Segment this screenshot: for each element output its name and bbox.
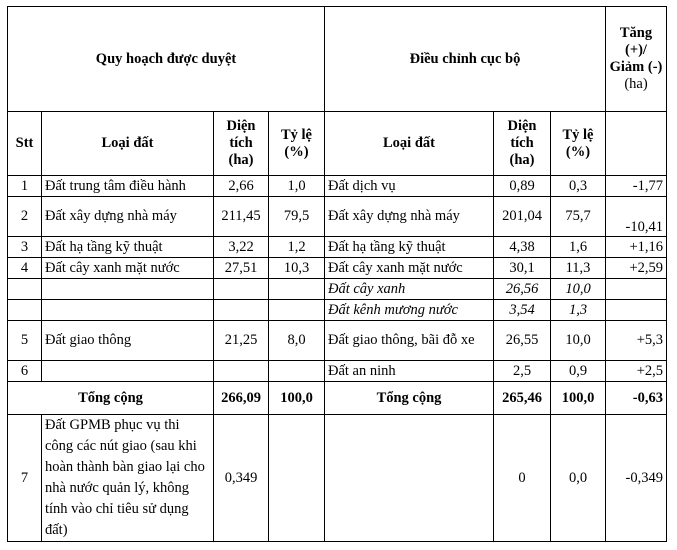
cell-stt: 1 <box>8 176 42 197</box>
total-row <box>8 382 667 415</box>
cell-change <box>606 300 667 321</box>
cell-original-ratio <box>269 415 325 542</box>
total-adjusted-label: Tổng cộng <box>325 382 494 415</box>
cell-original-area: 2,66 <box>214 176 269 197</box>
cell-original-ratio: 10,3 <box>269 258 325 279</box>
cell-original-land-type: Đất hạ tầng kỹ thuật <box>42 237 214 258</box>
cell-original-area: 21,25 <box>214 321 269 361</box>
cell-adjusted-area: 30,1 <box>494 258 551 279</box>
cell-original-land-type <box>42 279 214 300</box>
cell-original-ratio <box>269 279 325 300</box>
cell-adjusted-ratio: 0,3 <box>551 176 606 197</box>
header-change-label: Tăng (+)/ Giảm (-) <box>609 25 663 75</box>
cell-adjusted-ratio: 10,0 <box>551 321 606 361</box>
header-adjusted-land-type: Loại đất <box>325 112 494 176</box>
total-change: -0,63 <box>606 382 667 415</box>
cell-adjusted-land-type: Đất dịch vụ <box>325 176 494 197</box>
cell-adjusted-land-type: Đất cây xanh mặt nước <box>325 258 494 279</box>
cell-original-area <box>214 279 269 300</box>
total-original-label: Tổng cộng <box>8 382 214 415</box>
land-use-table <box>7 6 667 542</box>
header-column-row <box>8 112 667 176</box>
header-local-adjustment: Điều chỉnh cục bộ <box>325 7 606 112</box>
cell-adjusted-land-type: Đất hạ tầng kỹ thuật <box>325 237 494 258</box>
cell-original-land-type: Đất giao thông <box>42 321 214 361</box>
cell-stt <box>8 300 42 321</box>
header-adjusted-ratio: Tỷ lệ (%) <box>551 112 606 176</box>
cell-adjusted-land-type: Đất kênh mương nước <box>325 300 494 321</box>
cell-adjusted-land-type: Đất xây dựng nhà máy <box>325 197 494 237</box>
cell-original-ratio: 1,2 <box>269 237 325 258</box>
cell-change: +2,59 <box>606 258 667 279</box>
cell-change: -1,77 <box>606 176 667 197</box>
cell-adjusted-area: 4,38 <box>494 237 551 258</box>
cell-adjusted-ratio: 75,7 <box>551 197 606 237</box>
cell-stt: 3 <box>8 237 42 258</box>
cell-stt: 7 <box>8 415 42 542</box>
cell-original-land-type: Đất trung tâm điều hành <box>42 176 214 197</box>
cell-change <box>606 279 667 300</box>
header-original-ratio: Tỷ lệ (%) <box>269 112 325 176</box>
cell-change: +1,16 <box>606 237 667 258</box>
cell-adjusted-area: 201,04 <box>494 197 551 237</box>
cell-stt: 5 <box>8 321 42 361</box>
header-adjusted-area: Diện tích (ha) <box>494 112 551 176</box>
total-original-ratio: 100,0 <box>269 382 325 415</box>
table-row <box>8 279 667 300</box>
cell-change: -10,41 <box>606 197 667 237</box>
total-adjusted-area: 265,46 <box>494 382 551 415</box>
cell-adjusted-land-type: Đất giao thông, bãi đỗ xe <box>325 321 494 361</box>
header-change-empty <box>606 112 667 176</box>
cell-adjusted-area: 2,5 <box>494 361 551 382</box>
header-change <box>606 7 667 112</box>
cell-change: -0,349 <box>606 415 667 542</box>
cell-stt: 4 <box>8 258 42 279</box>
cell-original-area <box>214 300 269 321</box>
header-change-unit: (ha) <box>624 76 648 92</box>
header-original-land-type: Loại đất <box>42 112 214 176</box>
header-original-plan: Quy hoạch được duyệt <box>8 7 325 112</box>
cell-original-land-type: Đất cây xanh mặt nước <box>42 258 214 279</box>
cell-original-land-type: Đất GPMB phục vụ thi công các nút giao (sau khi hoàn thành bàn giao lại cho nhà nước quản lý, không tính vào chỉ tiêu sử dụng đất) <box>42 415 214 542</box>
cell-original-area: 3,22 <box>214 237 269 258</box>
cell-adjusted-ratio: 11,3 <box>551 258 606 279</box>
cell-adjusted-ratio: 0,0 <box>551 415 606 542</box>
table-row <box>8 321 667 361</box>
cell-adjusted-land-type: Đất cây xanh <box>325 279 494 300</box>
cell-adjusted-ratio: 1,6 <box>551 237 606 258</box>
cell-original-area <box>214 361 269 382</box>
header-group-row <box>8 7 667 112</box>
table-row <box>8 237 667 258</box>
cell-adjusted-ratio: 1,3 <box>551 300 606 321</box>
table-row <box>8 361 667 382</box>
cell-adjusted-area: 0,89 <box>494 176 551 197</box>
cell-stt: 6 <box>8 361 42 382</box>
table-row <box>8 197 667 237</box>
cell-original-ratio <box>269 361 325 382</box>
cell-original-area: 0,349 <box>214 415 269 542</box>
cell-original-land-type <box>42 300 214 321</box>
header-stt: Stt <box>8 112 42 176</box>
cell-change: +2,5 <box>606 361 667 382</box>
cell-adjusted-ratio: 10,0 <box>551 279 606 300</box>
cell-adjusted-ratio: 0,9 <box>551 361 606 382</box>
table-row <box>8 258 667 279</box>
cell-original-ratio: 8,0 <box>269 321 325 361</box>
cell-adjusted-area: 0 <box>494 415 551 542</box>
cell-original-land-type: Đất xây dựng nhà máy <box>42 197 214 237</box>
cell-adjusted-area: 3,54 <box>494 300 551 321</box>
cell-stt <box>8 279 42 300</box>
cell-original-ratio: 1,0 <box>269 176 325 197</box>
header-original-area: Diện tích (ha) <box>214 112 269 176</box>
cell-adjusted-area: 26,55 <box>494 321 551 361</box>
cell-original-ratio: 79,5 <box>269 197 325 237</box>
cell-adjusted-area: 26,56 <box>494 279 551 300</box>
table-row <box>8 300 667 321</box>
table-row <box>8 176 667 197</box>
total-original-area: 266,09 <box>214 382 269 415</box>
cell-stt: 2 <box>8 197 42 237</box>
cell-original-ratio <box>269 300 325 321</box>
cell-adjusted-land-type: Đất an ninh <box>325 361 494 382</box>
cell-original-land-type <box>42 361 214 382</box>
cell-adjusted-land-type <box>325 415 494 542</box>
cell-original-area: 211,45 <box>214 197 269 237</box>
total-adjusted-ratio: 100,0 <box>551 382 606 415</box>
table-row-gpmb <box>8 415 667 542</box>
cell-change: +5,3 <box>606 321 667 361</box>
cell-original-area: 27,51 <box>214 258 269 279</box>
